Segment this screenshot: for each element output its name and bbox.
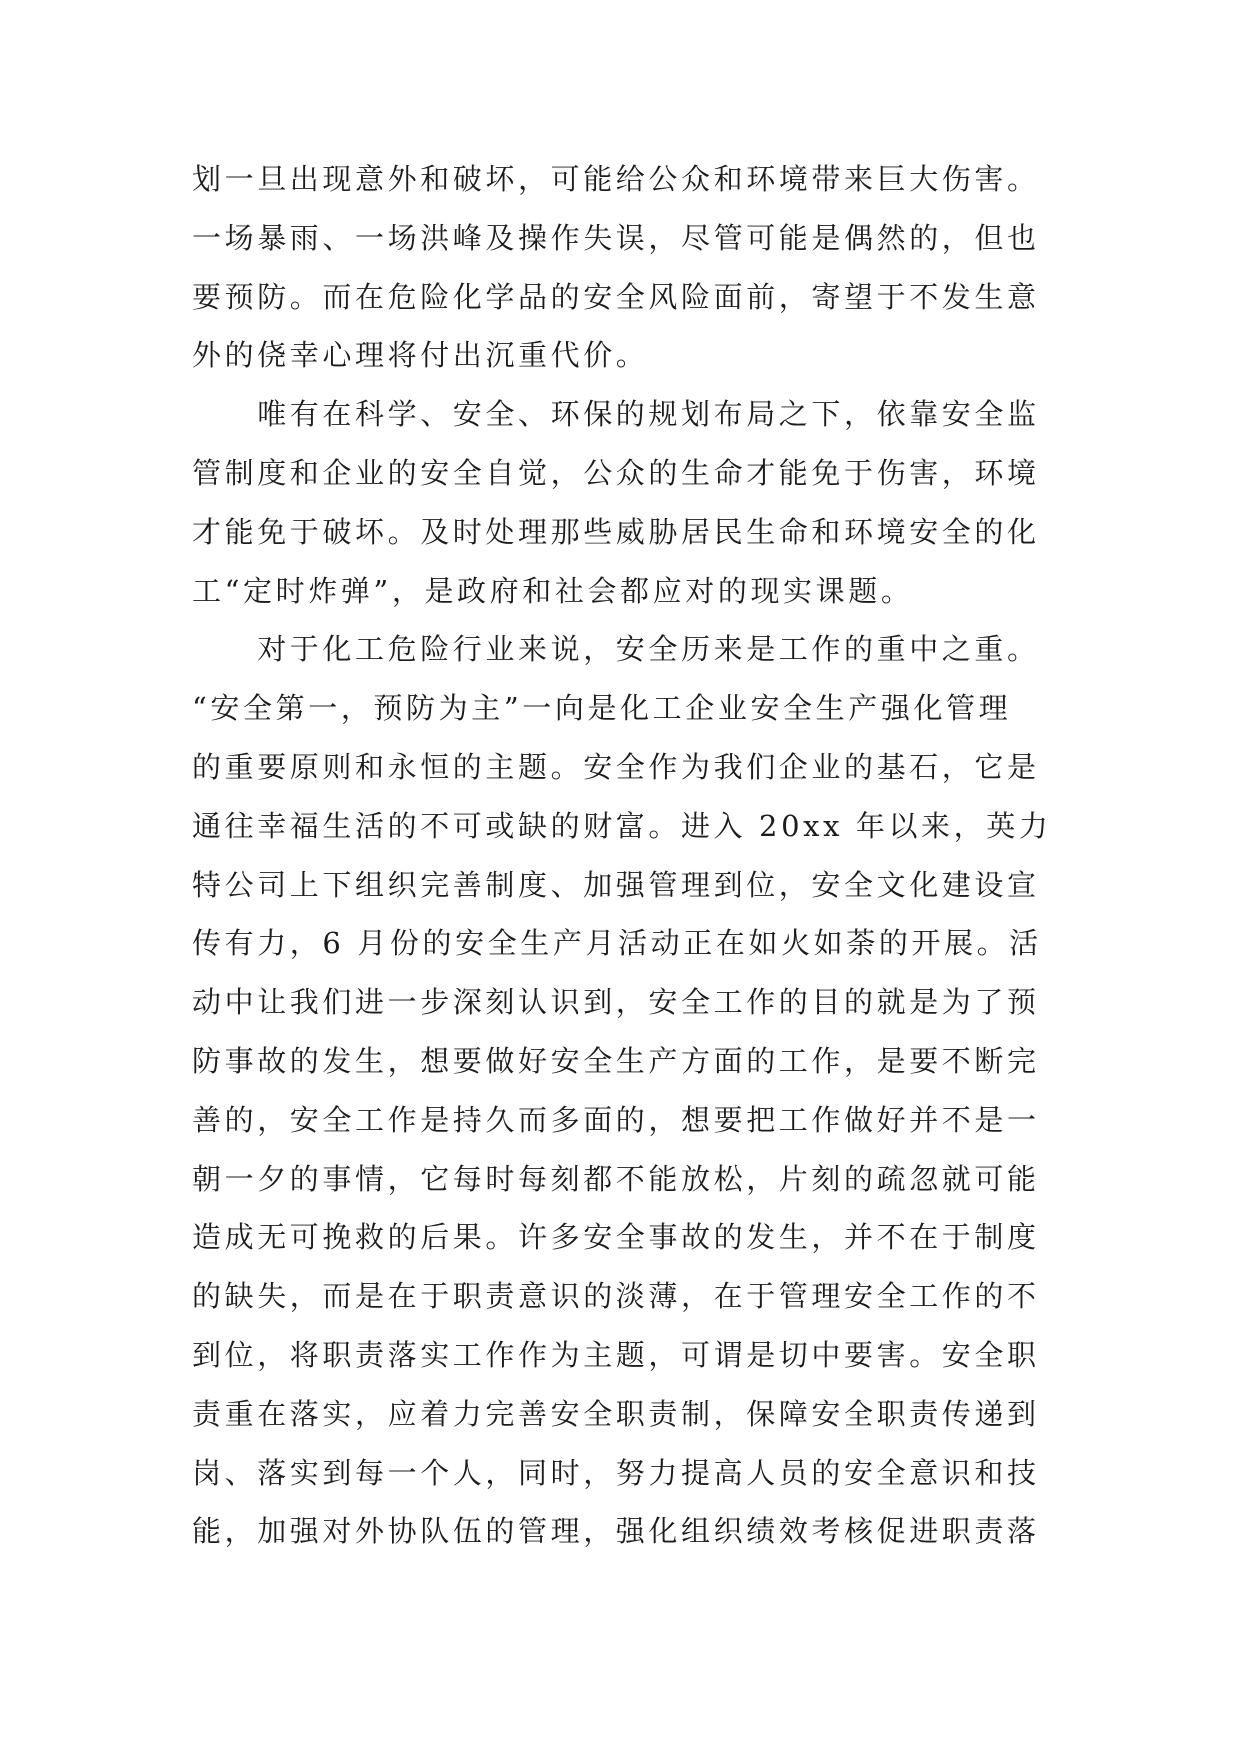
text-line: 传有力，6 月份的安全生产月活动正在如火如荼的开展。活 — [192, 926, 1042, 961]
text-line: 到位，将职责落实工作作为主题，可谓是切中要害。安全职 — [192, 1337, 1040, 1372]
text-line: 一场暴雨、一场洪峰及操作失误，尽管可能是偶然的，但也 — [192, 220, 1040, 255]
text-line: “安全第一，预防为主”一向是化工企业安全生产强化管理 — [192, 691, 1012, 726]
text-line: 通往幸福生活的不可或缺的财富。进入 20xx 年以来，英力 — [192, 808, 1052, 843]
text-line: 唯有在科学、安全、环保的规划布局之下，依靠安全监 — [192, 397, 1040, 432]
text-line: 的缺失，而是在于职责意识的淡薄，在于管理安全工作的不 — [192, 1279, 1040, 1314]
text-line: 造成无可挽救的后果。许多安全事故的发生，并不在于制度 — [192, 1220, 1040, 1255]
body-text — [192, 150, 1052, 1561]
text-line: 要预防。而在危险化学品的安全风险面前，寄望于不发生意 — [192, 279, 1040, 314]
text-line: 动中让我们进一步深刻认识到，安全工作的目的就是为了预 — [192, 985, 1040, 1020]
text-line: 划一旦出现意外和破坏，可能给公众和环境带来巨大伤害。 — [192, 162, 1040, 196]
text-line: 才能免于破坏。及时处理那些威胁居民生命和环境安全的化 — [192, 514, 1040, 549]
text-line: 岗、落实到每一个人，同时，努力提高人员的安全意识和技 — [192, 1455, 1040, 1490]
text-line: 防事故的发生，想要做好安全生产方面的工作，是要不断完 — [192, 1043, 1040, 1078]
text-line: 的重要原则和永恒的主题。安全作为我们企业的基石，它是 — [192, 749, 1040, 784]
text-line: 朝一夕的事情，它每时每刻都不能放松，片刻的疏忽就可能 — [192, 1161, 1040, 1196]
text-line: 责重在落实，应着力完善安全职责制，保障安全职责传递到 — [192, 1396, 1040, 1431]
text-line: 对于化工危险行业来说，安全历来是工作的重中之重。 — [192, 632, 1040, 667]
text-line: 能，加强对外协队伍的管理，强化组织绩效考核促进职责落 — [192, 1514, 1040, 1549]
text-line: 特公司上下组织完善制度、加强管理到位，安全文化建设宣 — [192, 867, 1040, 902]
text-line: 工“定时炸弹”，是政府和社会都应对的现实课题。 — [192, 573, 914, 608]
text-line: 外的侥幸心理将付出沉重代价。 — [192, 338, 649, 373]
text-line: 管制度和企业的安全自觉，公众的生命才能免于伤害，环境 — [192, 455, 1040, 490]
text-line: 善的，安全工作是持久而多面的，想要把工作做好并不是一 — [192, 1102, 1040, 1137]
